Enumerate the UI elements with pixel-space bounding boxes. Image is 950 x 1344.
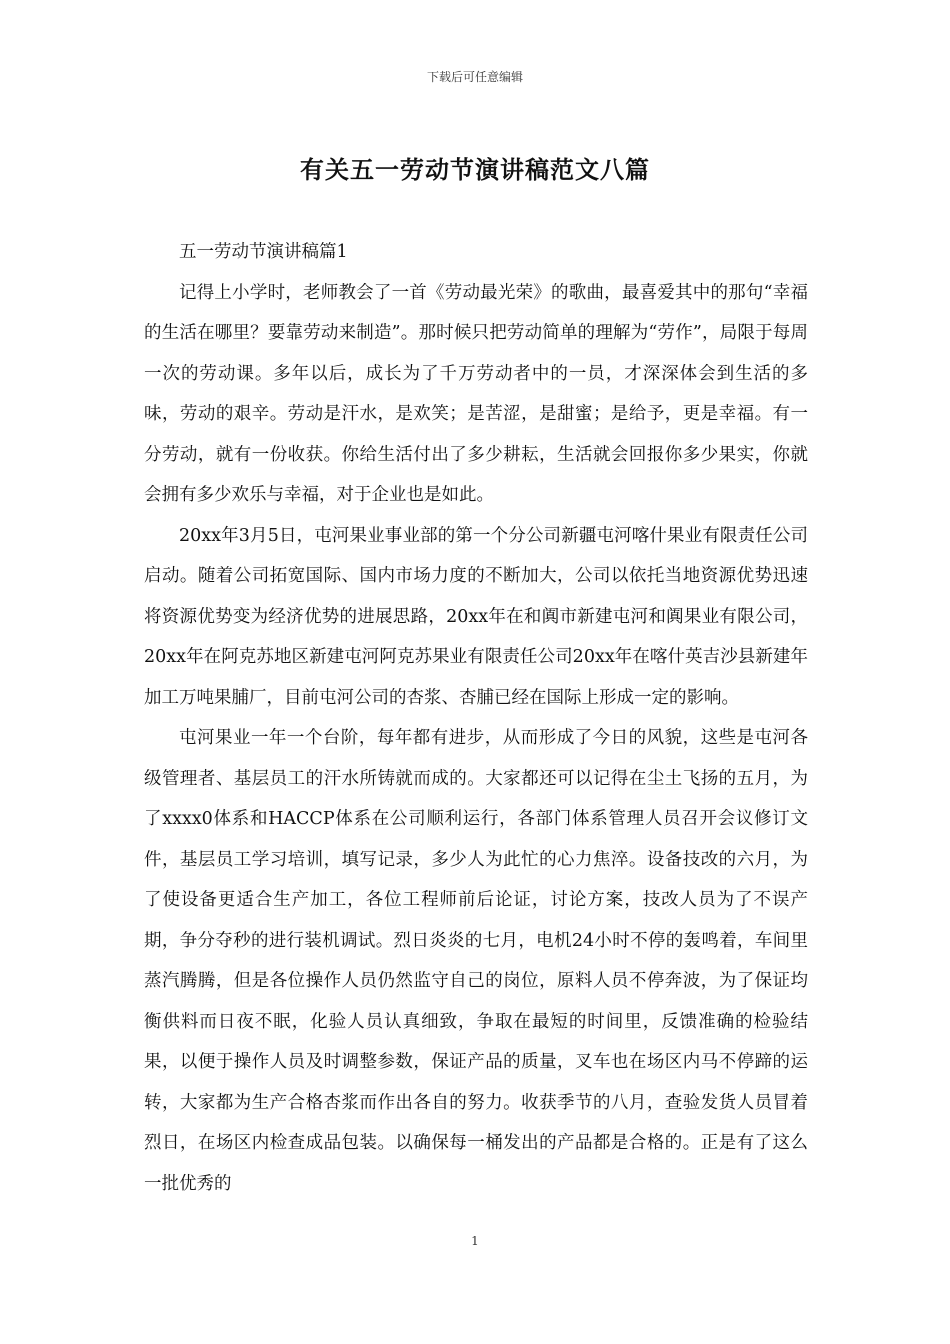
section-heading: 五一劳动节演讲稿篇1: [179, 242, 348, 262]
paragraph: 屯河果业一年一个台阶，每年都有进步，从而形成了今日的风貌，这些是屯河各级管理者、基层员工的汗水所铸就而成的。大家都还可以记得在尘土飞扬的五月，为了xxxx0体系和HACCP体系在公司顺利运行，各部门体系管理人员召开会议修订文件，基层员工学习培训，填写记录，多少人为此忙的心力焦淬。设备技改的六月，为了使设备更适合生产加工，各位工程师前后论证，讨论方案，技改人员为了不误产期，争分夺秒的进行装机调试。烈日炎炎的七月，电机24小时不停的轰鸣着，车间里蒸汽腾腾，但是各位操作人员仍然监守自己的岗位，原料人员不停奔波，为了保证均衡供料而日夜不眠，化验人员认真细致，争取在最短的时间里，反馈准确的检验结果，以便于操作人员及时调整参数，保证产品的质量，叉车也在场区内马不停蹄的运转，大家都为生产合格杏浆而作出各自的努力。收获季节的八月，查验发货人员冒着烈日，在场区内检查成品包装。以确保每一桶发出的产品都是合格的。正是有了这么一批优秀的: [144, 728, 808, 1194]
page-number: 1: [471, 1234, 479, 1248]
paragraph: 20xx年3月5日，屯河果业事业部的第一个分公司新疆屯河喀什果业有限责任公司启动。随着公司拓宽国际、国内市场力度的不断加大，公司以依托当地资源优势迅速将资源优势变为经济优势的进展思路，20xx年在和阗市新建屯河和阗果业有限公司，20xx年在阿克苏地区新建屯河阿克苏果业有限责任公司20xx年在喀什英吉沙县新建年加工万吨果脯厂，目前屯河公司的杏浆、杏脯已经在国际上形成一定的影响。: [144, 525, 808, 708]
page-header: 下载后可任意编辑: [426, 70, 523, 84]
document-title: 有关五一劳动节演讲稿范文八篇: [300, 156, 650, 184]
document-body: [144, 232, 808, 1204]
paragraph: 记得上小学时，老师教会了一首《劳动最光荣》的歌曲，最喜爱其中的那句“幸福的生活在哪里？要靠劳动来制造”。那时候只把劳动简单的理解为“劳作”，局限于每周一次的劳动课。多年以后，成长为了千万劳动者中的一员，才深深体会到生活的多味，劳动的艰辛。劳动是汗水，是欢笑；是苦涩，是甜蜜；是给予，更是幸福。有一分劳动，就有一份收获。你给生活付出了多少耕耘，生活就会回报你多少果实，你就会拥有多少欢乐与幸福，对于企业也是如此。: [144, 282, 808, 505]
